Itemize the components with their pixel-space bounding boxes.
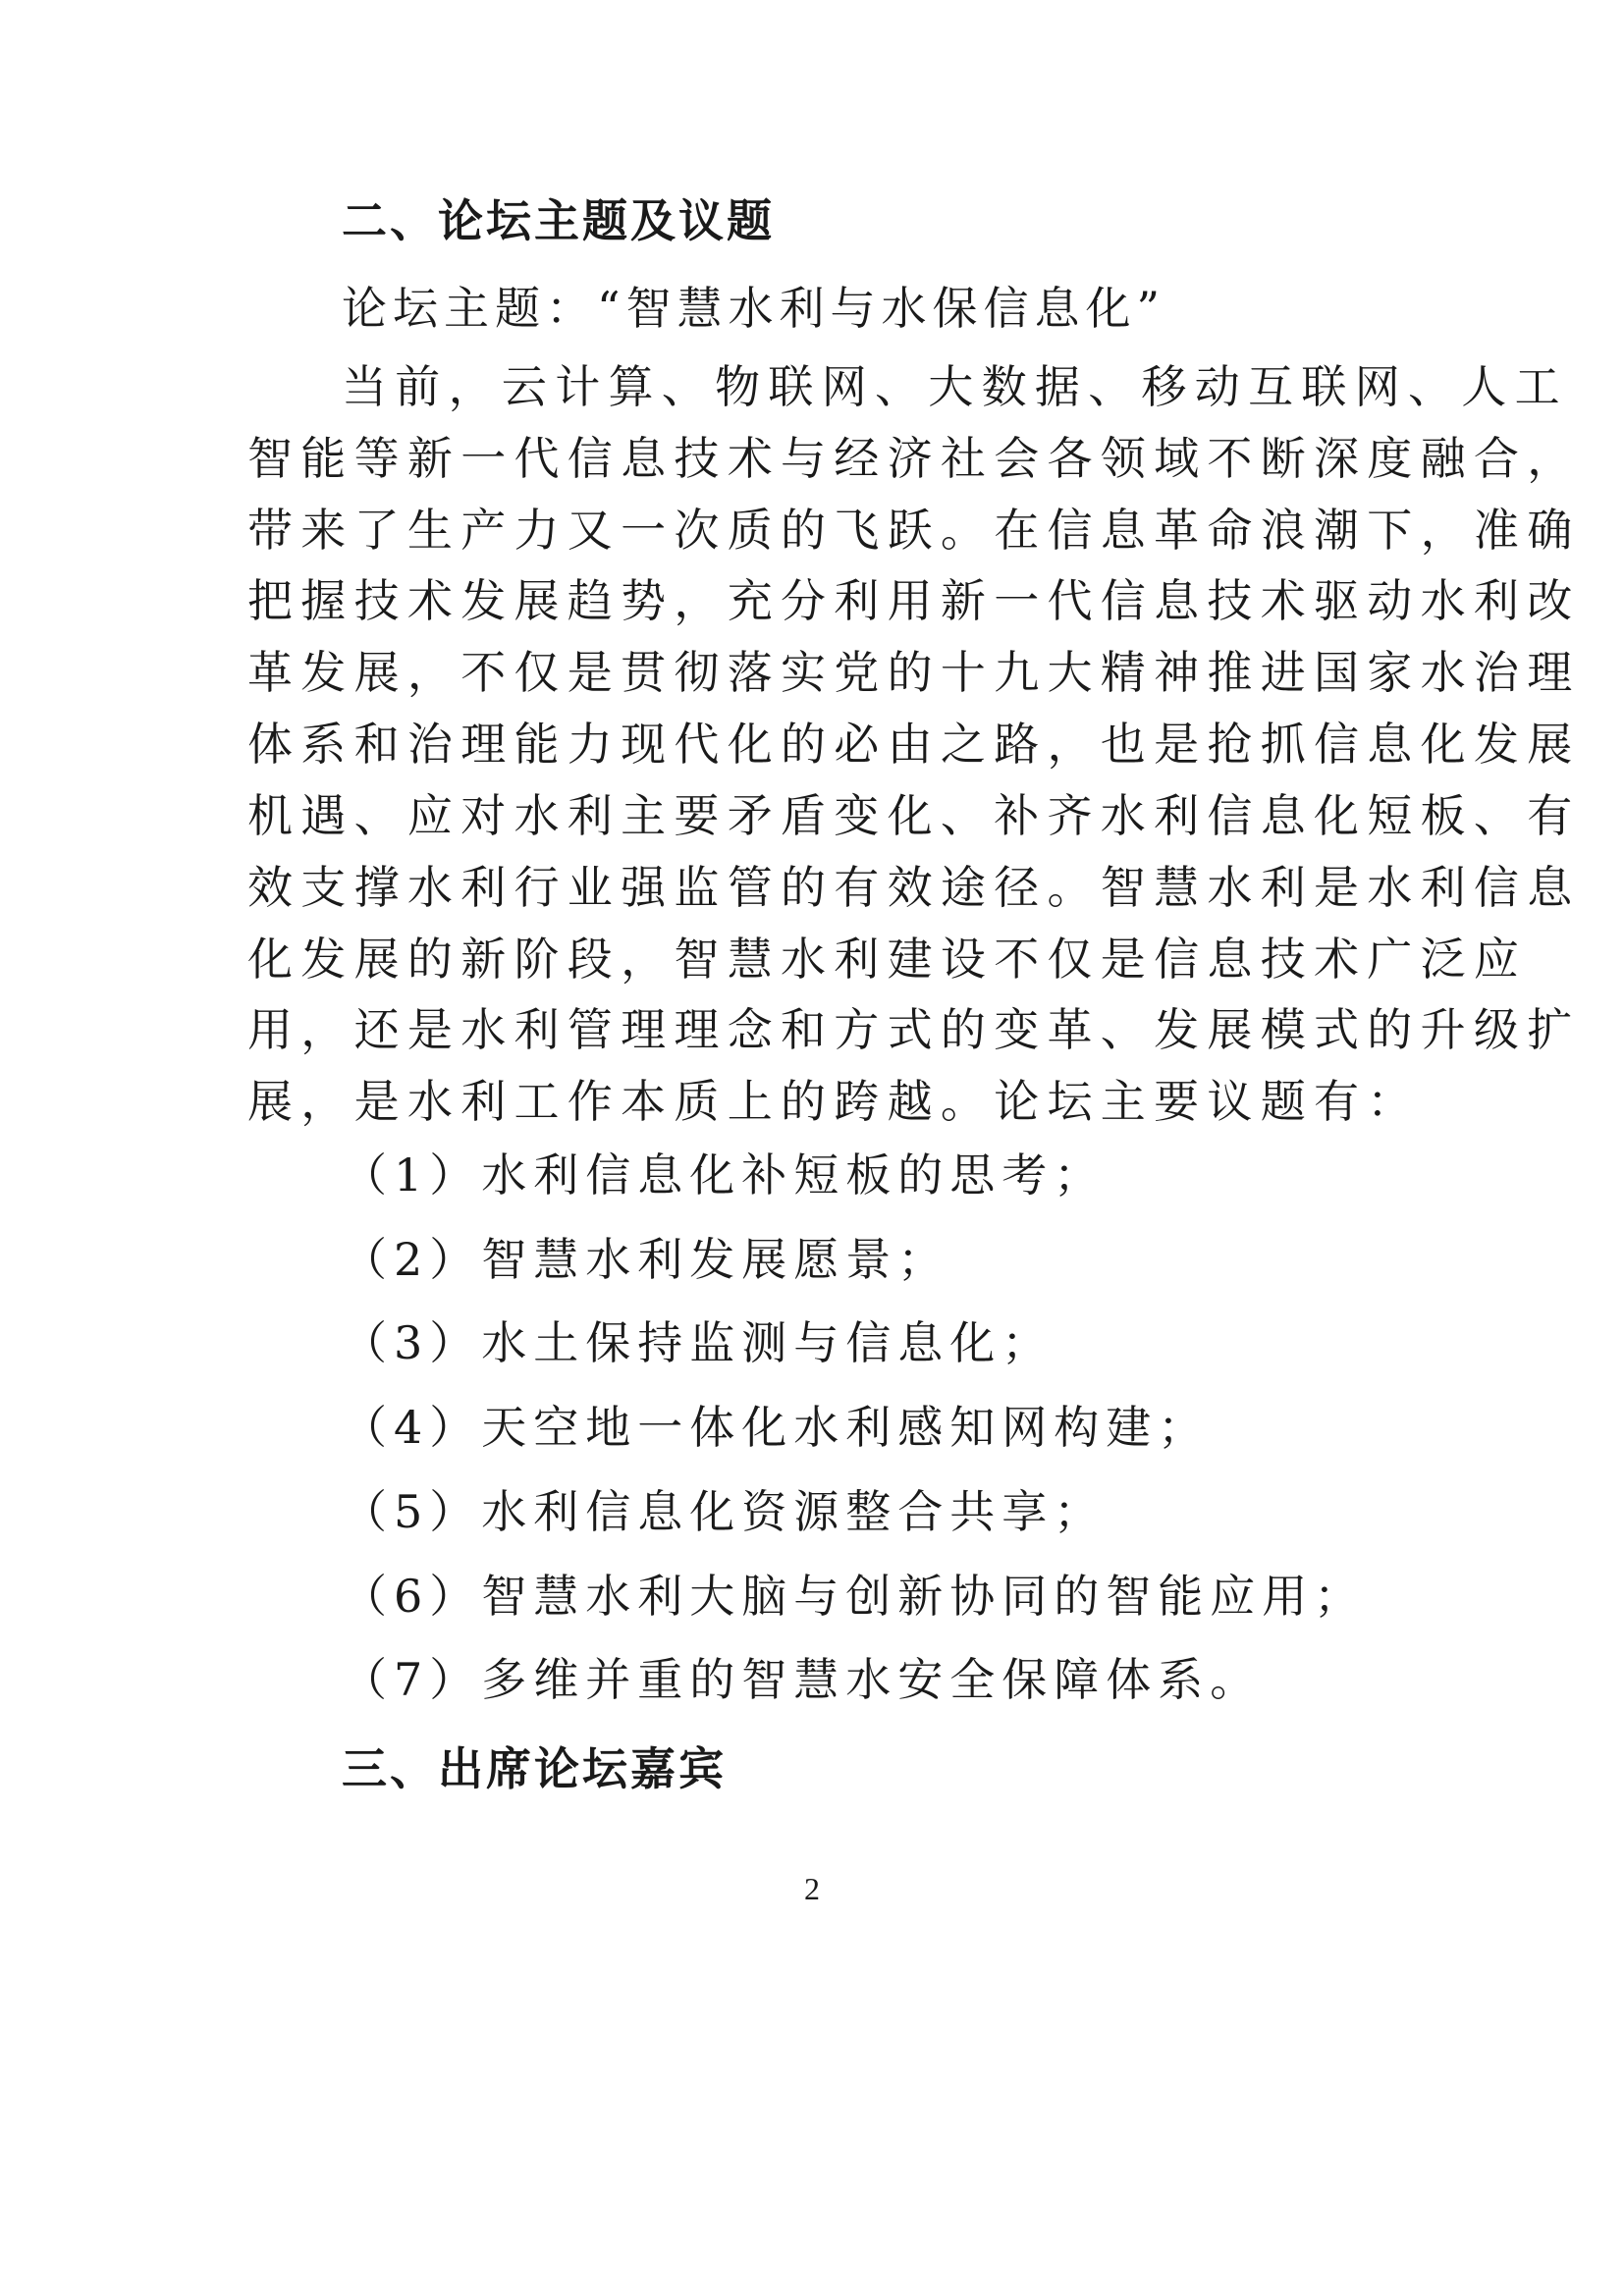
paragraph-line: 智能等新一代信息技术与经济社会各领域不断深度融合， bbox=[247, 432, 1581, 485]
paragraph-line: 体系和治理能力现代化的必由之路，也是抢抓信息化发展 bbox=[247, 718, 1581, 771]
paragraph-line: 用，还是水利管理理念和方式的变革、发展模式的升级扩 bbox=[247, 1003, 1581, 1056]
topic-item-6: （6）智慧水利大脑与创新协同的智能应用； bbox=[342, 1570, 1367, 1623]
topic-item-5: （5）水利信息化资源整合共享； bbox=[342, 1485, 1107, 1538]
topic-item-4: （4）天空地一体化水利感知网构建； bbox=[342, 1401, 1211, 1454]
topic-item-1: （1）水利信息化补短板的思考； bbox=[342, 1148, 1107, 1201]
paragraph-line: 带来了生产力又一次质的飞跃。在信息革命浪潮下，准确 bbox=[247, 504, 1581, 557]
page-number: 2 bbox=[804, 1871, 820, 1906]
topic-item-2: （2）智慧水利发展愿景； bbox=[342, 1233, 950, 1286]
topic-item-3: （3）水土保持监测与信息化； bbox=[342, 1316, 1055, 1369]
paragraph-line: 当前，云计算、物联网、大数据、移动互联网、人工 bbox=[342, 360, 1568, 413]
section-heading-guests: 三、出席论坛嘉宾 bbox=[342, 1742, 727, 1795]
section-heading-topics: 二、论坛主题及议题 bbox=[342, 194, 775, 247]
paragraph-line: 把握技术发展趋势，充分利用新一代信息技术驱动水利改 bbox=[247, 574, 1581, 627]
paragraph-line: 效支撑水利行业强监管的有效途径。智慧水利是水利信息 bbox=[247, 861, 1581, 914]
paragraph-line: 展，是水利工作本质上的跨越。论坛主要议题有： bbox=[247, 1075, 1421, 1128]
paragraph-line: 机遇、应对水利主要矛盾变化、补齐水利信息化短板、有 bbox=[247, 789, 1581, 842]
forum-theme: 论坛主题：“智慧水利与水保信息化” bbox=[342, 282, 1166, 335]
topic-item-7: （7）多维并重的智慧水安全保障体系。 bbox=[342, 1653, 1263, 1706]
paragraph-line: 化发展的新阶段，智慧水利建设不仅是信息技术广泛应 bbox=[247, 933, 1528, 986]
paragraph-line: 革发展，不仅是贯彻落实党的十九大精神推进国家水治理 bbox=[247, 646, 1581, 699]
